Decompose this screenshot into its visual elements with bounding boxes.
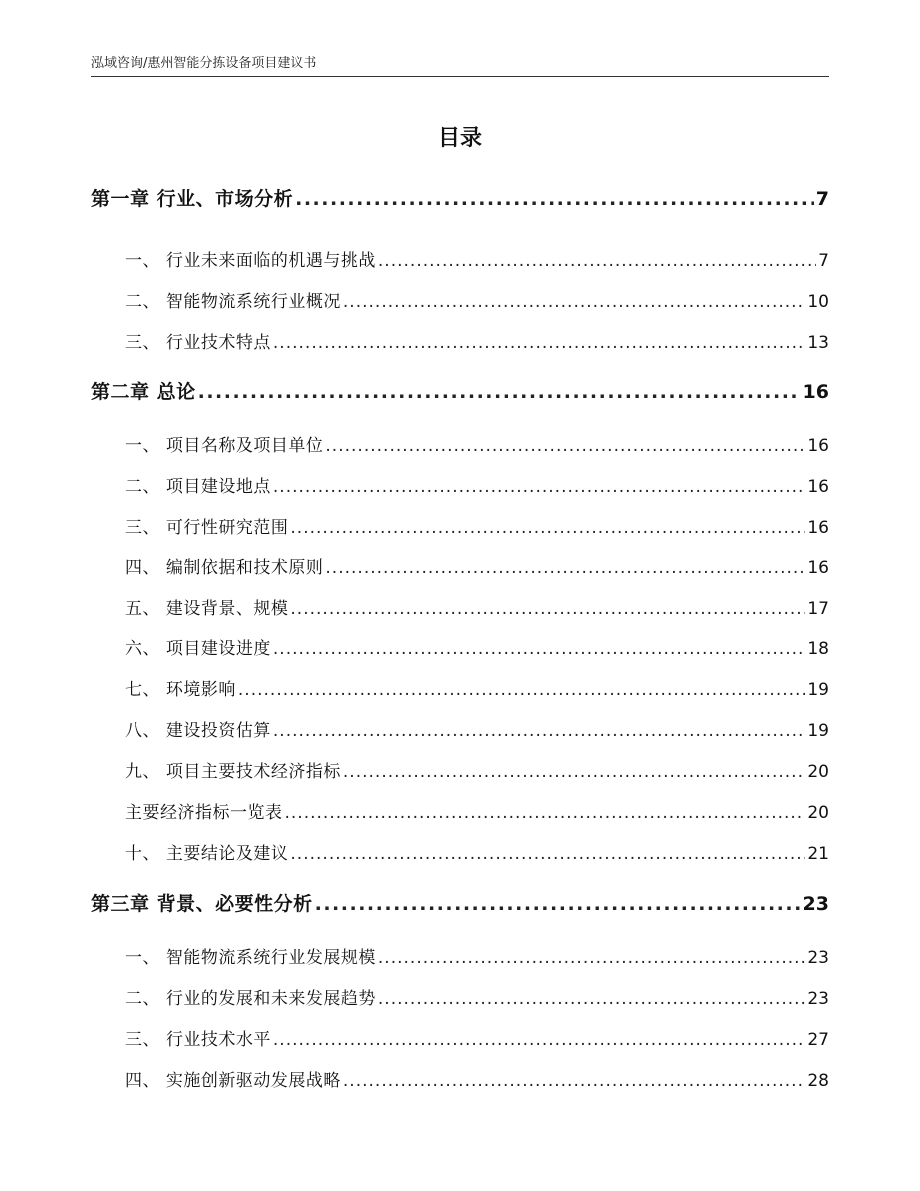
toc-entry-page: 16 xyxy=(807,558,829,578)
toc-entry[interactable] xyxy=(125,1066,829,1091)
toc-entry-label: 一、 项目名称及项目单位 xyxy=(125,436,324,456)
dot-leader xyxy=(273,1030,805,1050)
dot-leader xyxy=(273,639,805,659)
toc-entry-chapter-2[interactable] xyxy=(91,377,829,404)
toc-entry-page: 13 xyxy=(807,333,829,353)
dot-leader xyxy=(290,599,805,619)
toc-entry-chapter-1[interactable] xyxy=(91,184,829,211)
toc-entry-label: 三、 行业技术水平 xyxy=(125,1030,271,1050)
toc-entry[interactable] xyxy=(125,513,829,538)
dot-leader xyxy=(378,948,805,968)
dot-leader xyxy=(273,721,805,741)
dot-leader xyxy=(378,989,805,1009)
toc-entry-label: 八、 建设投资估算 xyxy=(125,721,271,741)
toc-entry[interactable] xyxy=(125,839,829,864)
dot-leader xyxy=(273,477,805,497)
toc-entry[interactable] xyxy=(125,553,829,578)
toc-entry[interactable] xyxy=(125,472,829,497)
toc-entry-page: 16 xyxy=(802,381,829,403)
toc-entry-page: 28 xyxy=(807,1071,829,1091)
toc-entry[interactable] xyxy=(125,757,829,782)
toc-entry-page: 16 xyxy=(807,477,829,497)
toc-entry-label: 一、 智能物流系统行业发展规模 xyxy=(125,948,376,968)
dot-leader xyxy=(273,333,805,353)
toc-entry[interactable] xyxy=(125,287,829,312)
dot-leader xyxy=(325,558,805,578)
toc-entry-page: 27 xyxy=(807,1030,829,1050)
toc-entry[interactable] xyxy=(125,943,829,968)
toc-entry-label: 五、 建设背景、规模 xyxy=(125,599,289,619)
toc-entry-page: 17 xyxy=(807,599,829,619)
toc-title: 目录 xyxy=(437,126,482,151)
toc-entry-page: 18 xyxy=(807,639,829,659)
toc-entry-label: 十、 主要结论及建议 xyxy=(125,844,289,864)
dot-leader xyxy=(198,381,801,403)
toc-entry-label: 二、 行业的发展和未来发展趋势 xyxy=(125,989,376,1009)
toc-entry[interactable] xyxy=(125,634,829,659)
toc-entry[interactable] xyxy=(125,1025,829,1050)
toc-entry-label: 二、 智能物流系统行业概况 xyxy=(125,292,341,312)
dot-leader xyxy=(343,762,805,782)
toc-entry-page: 19 xyxy=(807,680,829,700)
toc-entry-label: 第一章 行业、市场分析 xyxy=(91,188,294,210)
toc-entry-label: 主要经济指标一览表 xyxy=(125,803,283,823)
toc-entry-page: 23 xyxy=(802,893,829,915)
toc-entry-page: 23 xyxy=(807,989,829,1009)
dot-leader xyxy=(343,292,805,312)
toc-entry-label: 四、 编制依据和技术原则 xyxy=(125,558,324,578)
toc-entry-page: 16 xyxy=(807,436,829,456)
dot-leader xyxy=(290,844,805,864)
toc-entry-label: 三、 可行性研究范围 xyxy=(125,518,289,538)
toc-entry-page: 20 xyxy=(807,762,829,782)
dot-leader xyxy=(315,893,801,915)
toc-entry-page: 16 xyxy=(807,518,829,538)
toc-entry[interactable] xyxy=(125,594,829,619)
toc-entry[interactable] xyxy=(125,984,829,1009)
toc-entry-page: 7 xyxy=(815,188,829,210)
dot-leader xyxy=(378,251,816,271)
toc-entry-page: 7 xyxy=(818,251,829,271)
toc-entry-label: 七、 环境影响 xyxy=(125,680,236,700)
dot-leader xyxy=(325,436,805,456)
toc-entry-label: 二、 项目建设地点 xyxy=(125,477,271,497)
toc-entry-label: 六、 项目建设进度 xyxy=(125,639,271,659)
dot-leader xyxy=(285,803,806,823)
toc-entry-page: 10 xyxy=(807,292,829,312)
toc-entry[interactable] xyxy=(125,716,829,741)
toc-entry[interactable] xyxy=(125,798,829,823)
dot-leader xyxy=(343,1071,805,1091)
toc-entry[interactable] xyxy=(125,246,829,271)
header-divider xyxy=(91,76,829,77)
toc-entry-page: 20 xyxy=(807,803,829,823)
toc-entry-label: 四、 实施创新驱动发展战略 xyxy=(125,1071,341,1091)
running-header: 泓域咨询/惠州智能分拣设备项目建议书 xyxy=(91,56,317,71)
toc-entry-label: 一、 行业未来面临的机遇与挑战 xyxy=(125,251,376,271)
toc-entry[interactable] xyxy=(125,675,829,700)
dot-leader xyxy=(290,518,805,538)
toc-entry-label: 三、 行业技术特点 xyxy=(125,333,271,353)
toc-entry[interactable] xyxy=(125,431,829,456)
dot-leader xyxy=(295,188,814,210)
toc-entry-label: 第三章 背景、必要性分析 xyxy=(91,893,313,915)
toc-entry-page: 19 xyxy=(807,721,829,741)
toc-entry-page: 23 xyxy=(807,948,829,968)
toc-entry[interactable] xyxy=(125,328,829,353)
toc-entry-page: 21 xyxy=(807,844,829,864)
toc-entry-chapter-3[interactable] xyxy=(91,889,829,916)
toc-entry-label: 九、 项目主要技术经济指标 xyxy=(125,762,341,782)
dot-leader xyxy=(238,680,805,700)
toc-entry-label: 第二章 总论 xyxy=(91,381,196,403)
